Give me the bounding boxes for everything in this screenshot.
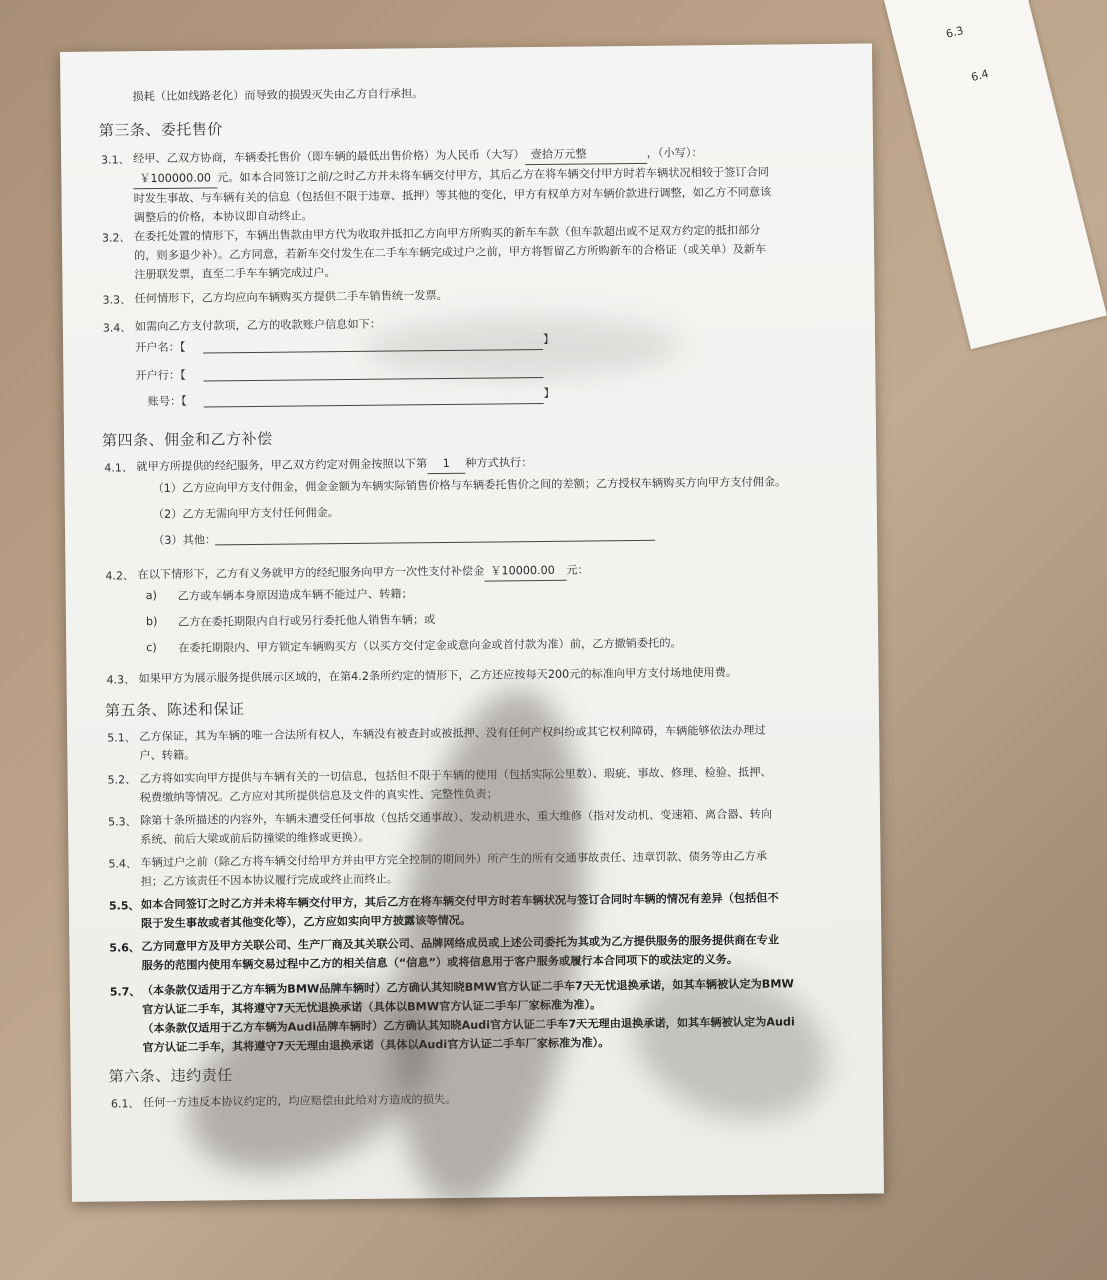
- clause-5-5: 如本合同签订之时乙方并未将车辆交付甲方，其后乙方在将车辆交付甲方时若车辆状况与签订合同时车辆的情况有差异（包括但不 限于发生事故或者其他变化等），乙方应如实向甲方披露该等情况。: [140, 891, 779, 931]
- clause-5-1: 乙方保证，其为车辆的唯一合法所有权人，车辆没有被查封或被抵押、没有任何产权纠纷或其它权利障碍，车辆能够依法办理过 户、转籍。: [139, 723, 766, 763]
- contract-page: [60, 43, 884, 1201]
- item-b-label: b): [145, 615, 158, 629]
- clause-3-4: 如需向乙方支付款项，乙方的收款账户信息如下：: [134, 317, 382, 334]
- clause-number: 5.4、: [108, 857, 138, 871]
- option-3-field[interactable]: [215, 540, 655, 546]
- compensation-amount: ￥10000.00: [484, 561, 566, 582]
- intro-text: 损耗（比如线路老化）而导致的损毁灭失由乙方自行承担。: [132, 87, 424, 104]
- commission-option-choice: 1: [427, 454, 465, 474]
- clause-3-1: 经甲、乙双方协商，车辆委托售价（即车辆的最低出售价格）为人民币（大写） 壹拾万元整 ，（小写）： ￥100000.00 元。如本合同签订之前/之时乙方并未将车辆交付甲方，其后乙方在将车辆交付甲方时若车辆状况相较于签订合同 时发生事故、与车辆有关的信息（包括但不限于违章、抵押）等其他的变化，甲方有权单方对车辆价款进行调整，如乙方不同意该 调整后的价格，本协议即自动终止。: [133, 142, 834, 227]
- side-clause-number: 6.3: [944, 23, 965, 41]
- clause-number: 4.1、: [104, 461, 133, 475]
- section-6-title: 第六条、违约责任: [108, 1066, 233, 1086]
- option-1: （1）乙方应向甲方支付佣金，佣金金额为车辆实际销售价格与车辆委托售价之间的差额；乙方授权车辆购买方向甲方支付佣金。: [152, 475, 787, 496]
- clause-number: 5.5、: [108, 899, 140, 913]
- bracket-close: 】: [542, 332, 555, 346]
- account-number-label: 账号：【: [147, 394, 187, 409]
- item-a: 乙方或车辆本身原因造成车辆不能过户、转籍；: [177, 587, 413, 603]
- bracket-close: 】: [543, 386, 555, 400]
- clause-number: 3.2、: [101, 231, 131, 245]
- clause-4-1: 就甲方所提供的经纪服务，甲乙双方约定对佣金按照以下第 1 种方式执行：: [136, 450, 836, 477]
- clause-number: 3.1、: [101, 153, 130, 167]
- section-5-title: 第五条、陈述和保证: [104, 700, 245, 720]
- account-bank-label: 开户行：【: [135, 368, 186, 383]
- item-b: 乙方在委托期限内自行或另行委托他人销售车辆；或: [177, 613, 436, 629]
- clause-number: 4.3、: [106, 673, 136, 687]
- clause-5-4: 车辆过户之前（除乙方将车辆交付给甲方并由甲方完全控制的期间外）所产生的所有交通事故责任、违章罚款、债务等由乙方承 担；乙方该责任不因本协议履行完成或终止而终止。: [140, 849, 768, 889]
- account-name-label: 开户名：【: [135, 340, 186, 355]
- clause-5-6: 乙方同意甲方及甲方关联公司、生产厂商及其关联公司、品牌网络成员或上述公司委托为其或为乙方提供服务的服务提供商在专业 服务的范围内使用车辆交易过程中乙方的相关信息（“信息”）或将信息用于客户服务或履行本合同项下的或法定的义务。: [141, 933, 780, 973]
- account-bank-field[interactable]: [203, 377, 543, 382]
- section-3-title: 第三条、委托售价: [98, 120, 223, 140]
- clause-number: 5.1、: [107, 731, 136, 745]
- clause-6-1: 任何一方违反本协议约定的，均应赔偿由此给对方造成的损失。: [142, 1092, 457, 1110]
- clause-number: 3.3、: [102, 293, 132, 307]
- clause-4-2: 在以下情形下，乙方有义务就甲方的经纪服务向甲方一次性支付补偿金 ￥10000.00 元：: [137, 558, 837, 585]
- item-c: 在委托期限内、甲方锁定车辆购买方（以买方交付定金或意向金或首付款为准）前，乙方撤销委托的。: [178, 636, 682, 655]
- clause-5-3: 除第十条所描述的内容外，车辆未遭受任何事故（包括交通事故）、发动机进水、重大维修（指对发动机、变速箱、离合器、转向 系统、前后大梁或前后防撞梁的维修或更换）。: [139, 807, 773, 847]
- option-2: （2）乙方无需向甲方支付任何佣金。: [152, 506, 340, 522]
- clause-5-2: 乙方将如实向甲方提供与车辆有关的一切信息，包括但不限于车辆的使用（包括实际公里数）、瑕疵、事故、修理、检验、抵押、 税费缴纳等情况。乙方应对其所提供信息及文件的真实性、完整性负责；: [139, 765, 772, 805]
- clause-number: 3.4、: [102, 321, 132, 335]
- clause-3-3: 任何情形下，乙方均应向车辆购买方提供二手车销售统一发票。: [134, 288, 448, 306]
- option-3: （3）其他：: [153, 533, 217, 548]
- clause-number: 6.1、: [110, 1097, 140, 1111]
- price-in-figures: ￥100000.00: [133, 168, 217, 189]
- clause-number: 5.7、: [109, 985, 141, 999]
- clause-number: 5.3、: [107, 815, 137, 829]
- clause-3-2: 在委托处置的情形下，车辆出售款由甲方代为收取并抵扣乙方向甲方所购买的新车车款（但车款超出或不足双方约定的抵扣部分 的，则多退少补）。乙方同意，若新车交付发生在二手车车辆完成过户之前，甲方将暂留乙方所购新车的合格证（或关单）及新车 注册联发票，直至二手车车辆完成过户。: [133, 223, 767, 282]
- background-paper: [884, 0, 1107, 349]
- clause-5-7: （本条款仅适用于乙方车辆为BMW品牌车辆时）乙方确认其知晓BMW官方认证二手车7天无忧退换承诺，如其车辆被认定为BMW 官方认证二手车，其将遵守7天无忧退换承诺（具体以BMW官方认证二手车厂家标准为准）。 （本条款仅适用于乙方车辆为Audi品牌车辆时）乙方确认其知晓Audi官方认证二手车7天无理由退换承诺，如其车辆被认定为Audi 官方认证二手车，其将遵守7天无理由退换承诺（具体以Audi官方认证二手车厂家标准为准）。: [141, 977, 795, 1055]
- item-a-label: a): [145, 589, 157, 603]
- clause-number: 5.6、: [109, 941, 140, 955]
- side-clause-number: 6.4: [969, 67, 990, 84]
- section-4-title: 第四条、佣金和乙方补偿: [101, 429, 273, 450]
- account-name-field[interactable]: [203, 349, 543, 354]
- item-c-label: c): [146, 641, 157, 655]
- clause-number: 5.2、: [107, 773, 137, 787]
- clause-4-3: 如果甲方为展示服务提供展示区域的，在第4.2条所约定的情形下，乙方还应按每天200元的标准向甲方支付场地使用费。: [138, 665, 738, 686]
- price-in-words: 壹拾万元整: [525, 144, 647, 165]
- account-number-field[interactable]: [204, 403, 544, 408]
- clause-number: 4.2、: [105, 569, 135, 583]
